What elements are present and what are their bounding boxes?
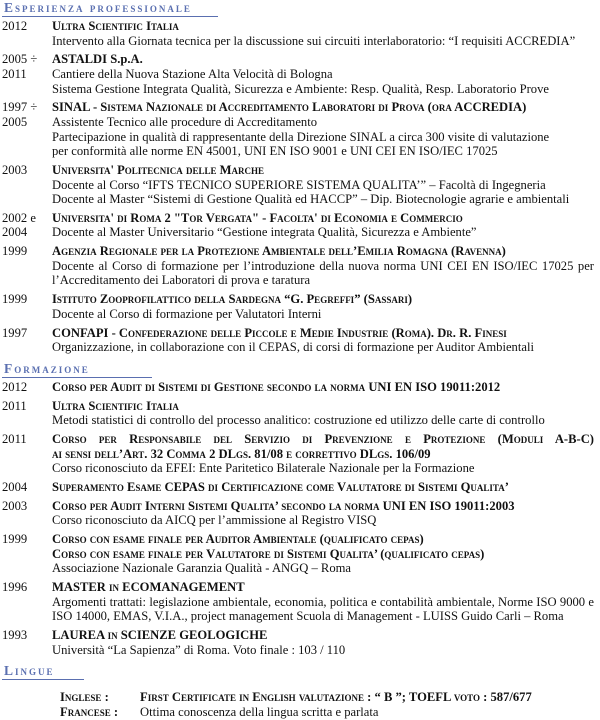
entry-year: 2004 [2, 479, 28, 494]
entry-detail: Assistente Tecnico alle procedure di Accreditamento [52, 114, 318, 129]
entry-body [52, 19, 594, 48]
entry-heading: CONFAPI - Confederazione delle Piccole e Medie Industrie (Roma). Dr. R. Finesi [52, 325, 507, 340]
formazione-entry [2, 480, 594, 495]
entry-body [52, 399, 594, 428]
esperienza-entry [2, 100, 594, 158]
entry-year: 1999 [2, 532, 28, 547]
entry-detail: Docente al Master Universitario “Gestione integrata Qualità, Sicurezza e Ambiente” [52, 225, 477, 240]
entry-heading: SINAL - Sistema Nazionale di Accreditamento Laboratori di Prova (ora ACCREDIA) [52, 100, 527, 115]
esperienza-entry [2, 244, 594, 288]
formazione-entry [2, 399, 594, 428]
entry-year: 1997 ÷ 2005 [2, 100, 38, 129]
entry-detail: Argomenti trattati: legislazione ambientale, economia, politica e contabilità ambientale, Norme ISO 9000 e [52, 594, 594, 609]
entry-body [52, 100, 594, 158]
entry-year: 1997 [2, 325, 28, 340]
entry-detail: Docente al Master “Sistemi di Gestione Qualità ed HACCP” – Dip. Biotecnologie agrarie e ambientali [52, 192, 570, 207]
entry-year: 2012 [2, 19, 28, 33]
entry-body [52, 480, 594, 495]
entry-body [52, 326, 594, 355]
entry-body [52, 244, 594, 288]
formazione-entry [2, 499, 594, 528]
entry-year: 2002 e 2004 [2, 210, 36, 240]
entry-detail: Università “La Sapienza” di Roma. Voto finale : 103 / 110 [52, 642, 346, 657]
entry-detail: Cantiere della Nuova Stazione Alta Velocità di Bologna [52, 66, 333, 81]
entry-heading: Ultra Scientific Italia [52, 398, 179, 413]
esperienza-entry [2, 326, 594, 355]
section-title-formazione: Formazione [2, 361, 152, 378]
entry-detail: Intervento alla Giornata tecnica per la discussione sui circuiti interlaboratorio: “I requisiti ACCREDIA” [52, 33, 576, 48]
entry-heading: Corso con esame finale per Auditor Ambientale (qualificato cepas) [52, 532, 424, 547]
language-value: Ottima conoscenza della lingua scritta e parlata [140, 705, 379, 720]
entry-year: 2012 [2, 379, 28, 394]
entry-heading: Universita' Politecnica delle Marche [52, 162, 264, 177]
entry-detail: per conformità alle norme EN 45001, UNI EN ISO 9001 e UNI CEI EN ISO/IEC 17025 [52, 144, 498, 159]
section-title-lingue: Lingue [2, 663, 84, 680]
entry-year: 2005 ÷ 2011 [2, 52, 38, 81]
esperienza-entry [2, 292, 594, 321]
language-value: First Certificate in English valutazione : “ B ”; TOEFL voto : 587/677 [140, 690, 532, 705]
entry-body [52, 292, 594, 321]
entry-detail: l’Accreditamento dei Laboratori di prova e taratura [52, 273, 311, 288]
entry-detail: Docente al Corso “IFTS TECNICO SUPERIORE SISTEMA QUALITA’” – Facoltà di Ingegneria [52, 177, 546, 192]
entry-heading: Universita' di Roma 2 "Tor Vergata" - Facolta' di Economia e Commercio [52, 210, 463, 225]
entry-detail: Docente al Corso di formazione per l’introduzione della nuova norma UNI CEI EN ISO/IEC 17025 per [52, 258, 594, 273]
formazione-entry [2, 380, 594, 395]
entry-year: 1996 [2, 580, 28, 595]
entry-detail: Organizzazione, in collaborazione con il CEPAS, di corsi di formazione per Auditor Ambientali [52, 340, 534, 355]
entry-heading: Agenzia Regionale per la Protezione Ambientale dell’Emilia Romagna (Ravenna) [52, 244, 506, 259]
formazione-entry [2, 532, 594, 576]
entry-detail: Partecipazione in qualità di rappresentante della Direzione SINAL a circa 300 visite di valutazione [52, 129, 550, 144]
entry-body [52, 499, 594, 528]
entry-heading: Corso per Audit Interni Sistemi Qualita’ secondo la norma UNI EN ISO 19011:2003 [52, 498, 515, 513]
language-label: Inglese : [60, 690, 109, 705]
entry-heading: LAUREA in SCIENZE GEOLOGICHE [52, 628, 268, 642]
entry-year: 1999 [2, 244, 28, 259]
entry-year: 2011 [2, 398, 27, 413]
esperienza-entry [2, 163, 594, 207]
language-label: Francese : [60, 705, 119, 720]
entry-heading: Ultra Scientific Italia [52, 19, 179, 33]
entry-detail: Corso con esame finale per Valutatore di Sistemi Qualita’ (qualificato cepas) [52, 546, 485, 561]
entry-detail: Corso riconosciuto da EFEI: Ente Paritetico Bilaterale Nazionale per la Formazione [52, 461, 475, 476]
entry-detail: Metodi statistici di controllo del processo analitico: costruzione ed utilizzo delle carte di controllo [52, 413, 545, 428]
entry-body [52, 380, 594, 395]
esperienza-entry [2, 52, 594, 96]
entry-year: 2003 [2, 162, 28, 177]
entry-year: 2003 [2, 498, 28, 513]
section-title-esperienza: Esperienza professionale [2, 0, 218, 17]
entry-year: 1999 [2, 292, 28, 307]
entry-detail: ai sensi dell’Art. 32 Comma 2 DLgs. 81/08 e correttivo DLgs. 106/09 [52, 446, 431, 461]
formazione-entry [2, 628, 594, 657]
lingue-rows [60, 690, 594, 720]
entry-heading: Corso per Audit di Sistemi di Gestione secondo la norma UNI EN ISO 19011:2012 [52, 379, 501, 394]
esperienza-entries [2, 19, 594, 355]
entry-heading: MASTER in ECOMANAGEMENT [52, 580, 245, 595]
entry-detail: Corso riconosciuto da AICQ per l’ammissione al Registro VISQ [52, 513, 377, 528]
entry-body [52, 580, 594, 624]
formazione-entry [2, 432, 594, 476]
entry-heading: Corso per Responsabile del Servizio di Prevenzione e Protezione (Moduli A-B-C) [52, 431, 594, 446]
entry-body [52, 628, 594, 657]
entry-detail: Docente al Corso di formazione per Valutatori Interni [52, 306, 322, 321]
entry-body [52, 532, 594, 576]
entry-body [52, 52, 594, 96]
entry-year: 2011 [2, 431, 27, 446]
entry-detail: ISO 14000, EMAS, V.I.A., project management Scuola di Management - LUISS Guido Carli – Roma [52, 609, 564, 624]
entry-heading: Istituto Zooprofilattico della Sardegna “G. Pegreffi” (Sassari) [52, 292, 413, 307]
esperienza-entry [2, 19, 594, 48]
language-row [60, 690, 594, 705]
entry-detail: Associazione Nazionale Garanzia Qualità - ANGQ – Roma [52, 561, 351, 576]
entry-detail: Sistema Gestione Integrata Qualità, Sicurezza e Ambiente: Resp. Qualità, Resp. Laboratorio Prove [52, 81, 549, 96]
entry-year: 1993 [2, 628, 28, 642]
formazione-entries [2, 380, 594, 657]
language-row [60, 705, 594, 720]
entry-body [52, 211, 594, 240]
entry-heading: ASTALDI S.p.A. [52, 52, 143, 67]
esperienza-entry [2, 211, 594, 240]
entry-body [52, 432, 594, 476]
formazione-entry [2, 580, 594, 624]
entry-heading: Superamento Esame CEPAS di Certificazione come Valutatore di Sistemi Qualita’ [52, 479, 509, 494]
entry-body [52, 163, 594, 207]
